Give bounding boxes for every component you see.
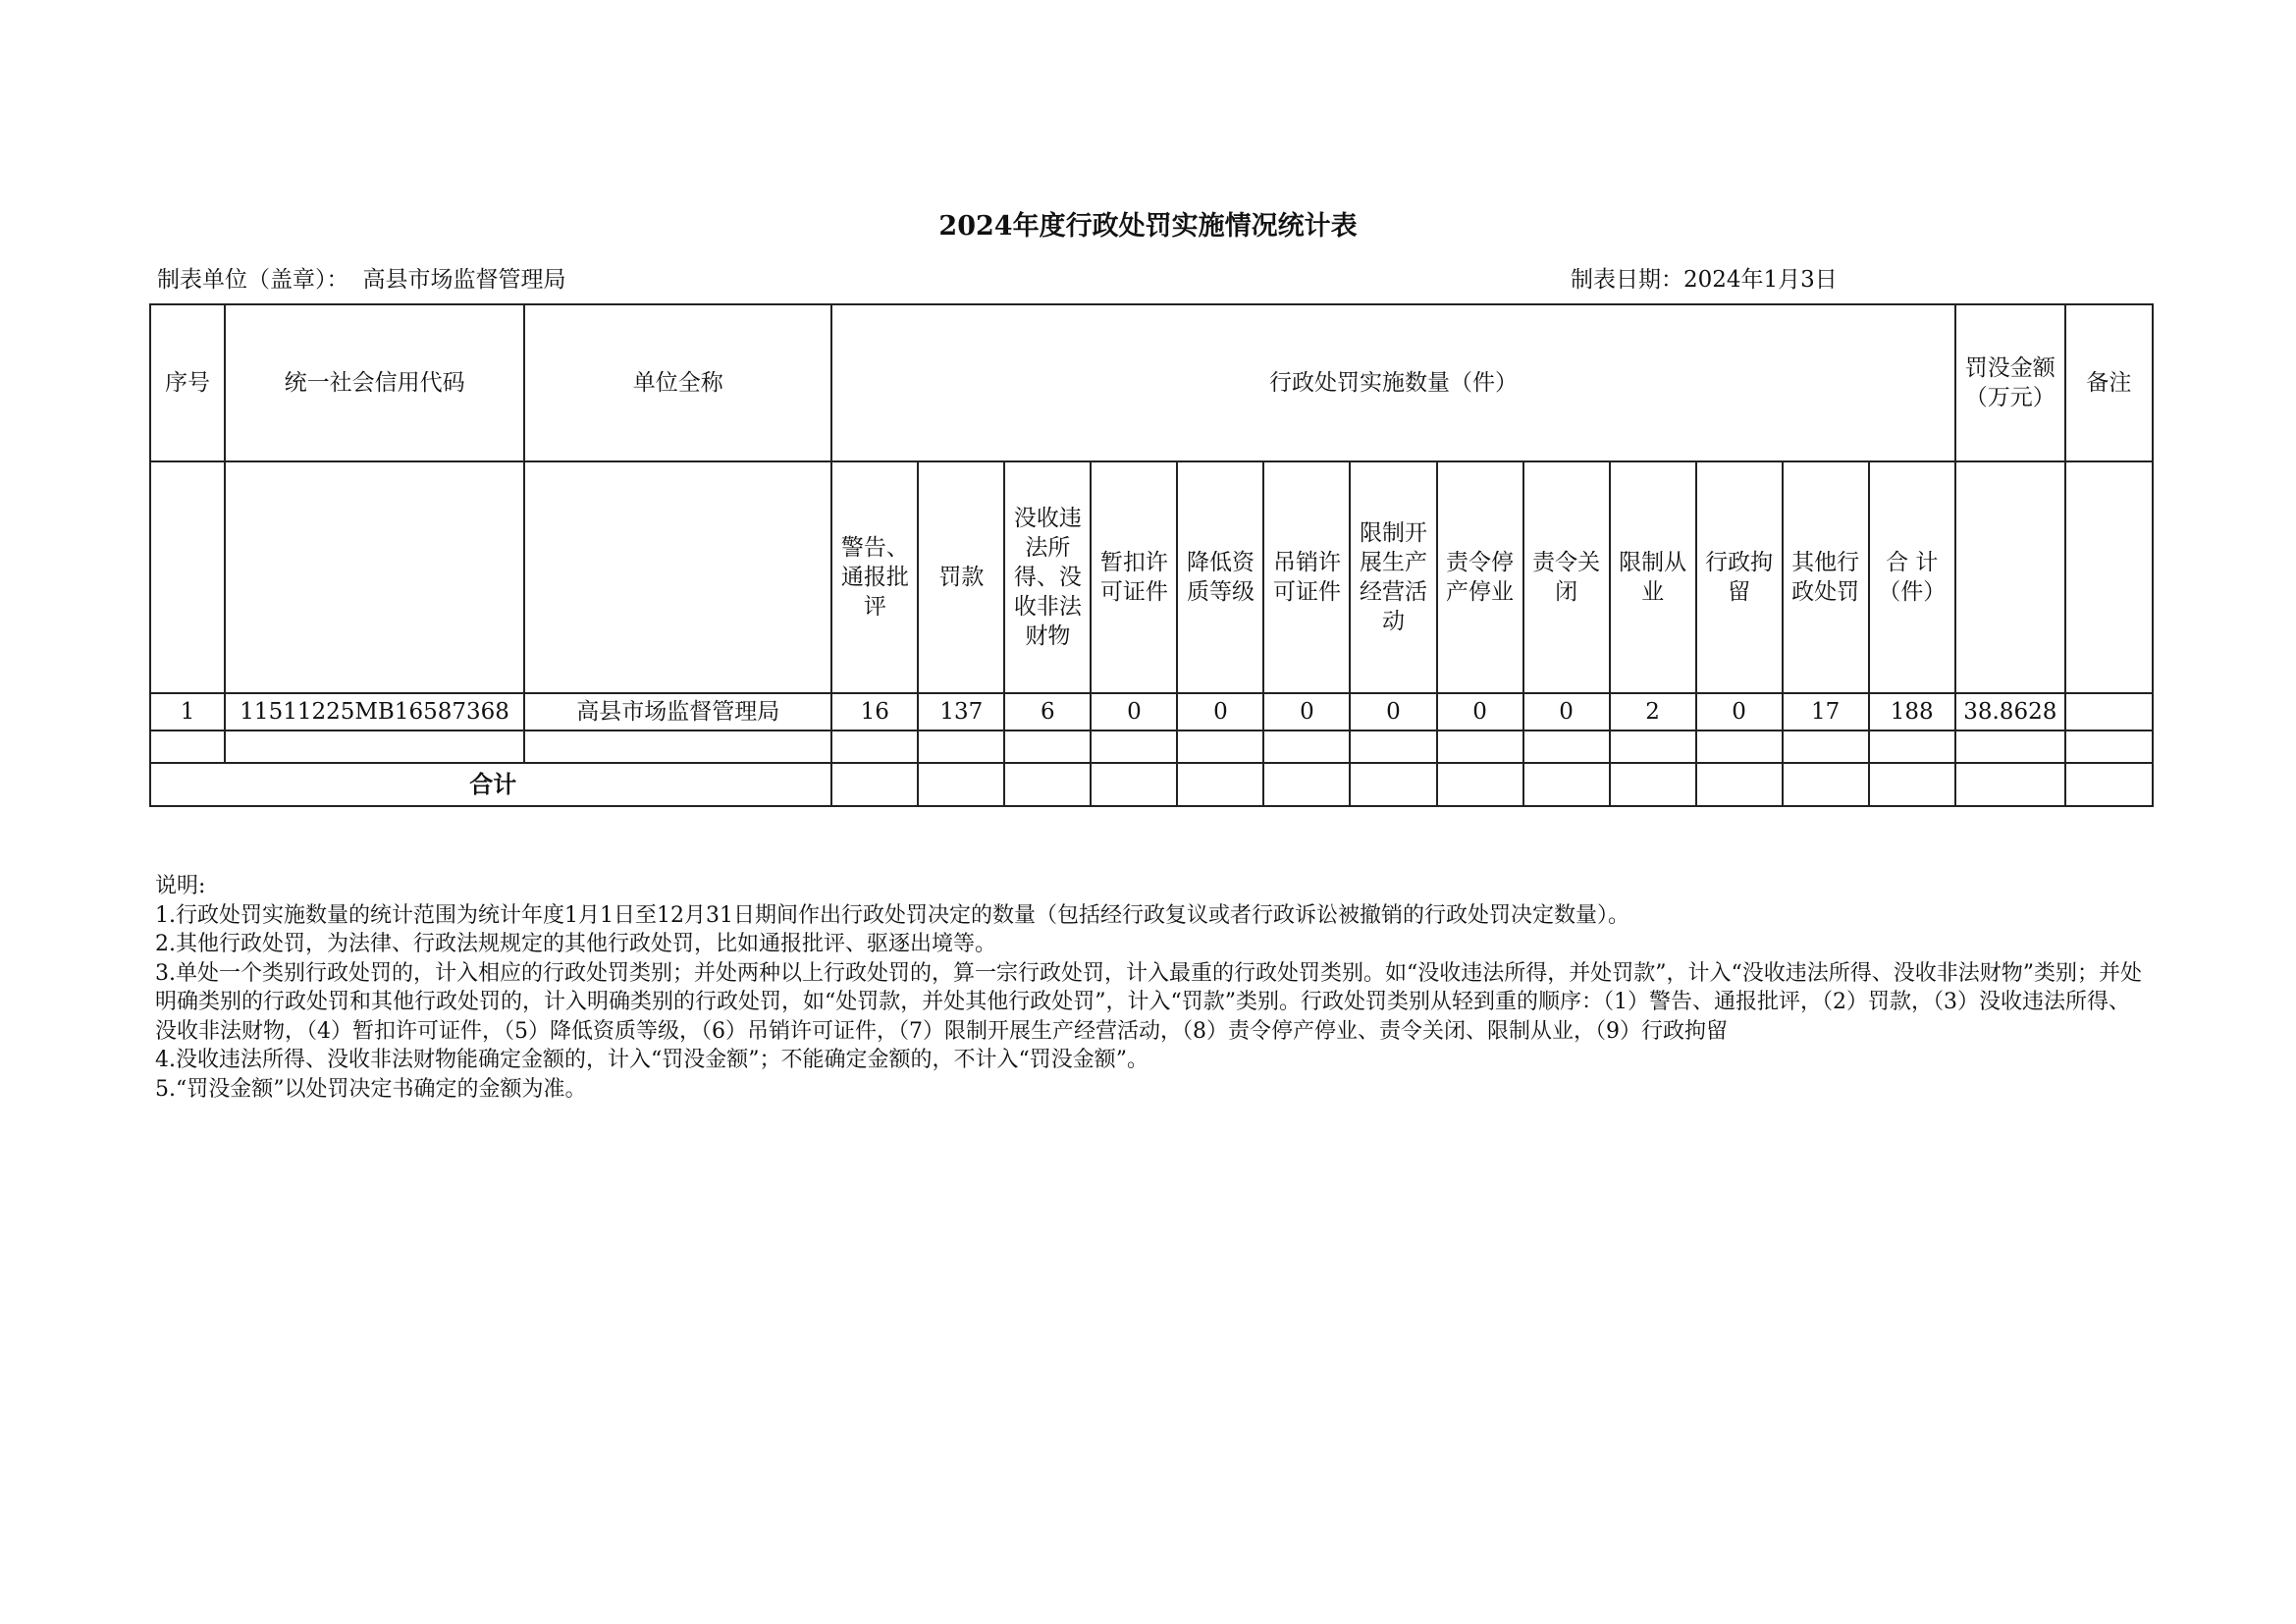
header-sub-blank: [2065, 461, 2153, 693]
cell-count: 0: [1091, 693, 1177, 731]
cell-count: 17: [1783, 693, 1869, 731]
cell-count: 2: [1610, 693, 1696, 731]
empty-cell: [1869, 731, 1955, 763]
header-row-main: [150, 304, 2153, 461]
empty-cell: [831, 731, 918, 763]
empty-cell: [2065, 731, 2153, 763]
header-ordered-closure: 责令关闭: [1523, 461, 1610, 693]
prepared-date-value: 2024年1月3日: [1683, 267, 1838, 293]
header-license-suspension: 暂扣许可证件: [1091, 461, 1177, 693]
header-remark: 备注: [2065, 304, 2153, 461]
cell-count: 137: [918, 693, 1004, 731]
header-sub-blank: [150, 461, 225, 693]
note-item: 4.没收违法所得、没收非法财物能确定金额的，计入“罚没金额”；不能确定金额的，不计入“罚没金额”。: [155, 1048, 1148, 1072]
empty-cell: [225, 731, 524, 763]
table-row-empty: [150, 731, 2153, 763]
empty-cell: [1091, 731, 1177, 763]
prepared-date-label: 制表日期：: [1571, 267, 1683, 293]
empty-cell: [1955, 731, 2065, 763]
header-warning: 警告、通报批评: [831, 461, 918, 693]
header-fine: 罚款: [918, 461, 1004, 693]
empty-cell: [1437, 731, 1523, 763]
total-cell: [1350, 763, 1436, 806]
header-sub-blank: [524, 461, 831, 693]
note-item: 5.“罚没金额”以处罚决定书确定的金额为准。: [155, 1076, 587, 1102]
header-sub-blank: [225, 461, 524, 693]
header-amount: 罚没金额（万元）: [1955, 304, 2065, 461]
total-cell: [1696, 763, 1783, 806]
notes-heading: 说明:: [155, 874, 206, 898]
header-license-revocation: 吊销许可证件: [1263, 461, 1350, 693]
header-business-restriction: 限制开展生产经营活动: [1350, 461, 1436, 693]
header-row-sub: [150, 461, 2153, 693]
cell-count: 0: [1350, 693, 1436, 731]
penalty-statistics-table: [149, 303, 2154, 807]
empty-cell: [1696, 731, 1783, 763]
cell-count: 0: [1263, 693, 1350, 731]
total-cell: [831, 763, 918, 806]
header-confiscation: 没收违法所得、没收非法财物: [1004, 461, 1091, 693]
empty-cell: [1783, 731, 1869, 763]
empty-cell: [1610, 731, 1696, 763]
empty-cell: [1523, 731, 1610, 763]
empty-cell: [1004, 731, 1091, 763]
total-cell: [1004, 763, 1091, 806]
total-row: [150, 763, 2153, 806]
note-item: 3.单处一个类别行政处罚的，计入相应的行政处罚类别；并处两种以上行政处罚的，算一宗行政处罚，计入最重的行政处罚类别。如“没收违法所得，并处罚款”，计入“没收违法所得、没收非法财物”类别；并处明确类别的行政处罚和其他行政处罚的，计入明确类别的行政处罚，如“处罚款，并处其他行政处罚”，计入“罚款”类别。行政处罚类别从轻到重的顺序：（1）警告、通报批评，（2）罚款，（3）没收违法所得、没收非法财物，（4）暂扣许可证件，（5）降低资质等级，（6）吊销许可证件，（7）限制开展生产经营活动，（8）责令停产停业、责令关闭、限制从业，（9）行政拘留: [155, 960, 2142, 1044]
empty-cell: [1177, 731, 1263, 763]
header-count-group: 行政处罚实施数量（件）: [831, 304, 1954, 461]
cell-count: 0: [1177, 693, 1263, 731]
total-cell: [1177, 763, 1263, 806]
header-credit-code: 统一社会信用代码: [225, 304, 524, 461]
cell-count: 0: [1696, 693, 1783, 731]
cell-count: 6: [1004, 693, 1091, 731]
cell-count-total: 188: [1869, 693, 1955, 731]
header-seq: 序号: [150, 304, 225, 461]
header-practice-restriction: 限制从业: [1610, 461, 1696, 693]
prepared-by-unit: 高县市场监督管理局: [362, 267, 566, 293]
cell-unit-name: 高县市场监督管理局: [524, 693, 831, 731]
empty-cell: [524, 731, 831, 763]
header-qualification-downgrade: 降低资质等级: [1177, 461, 1263, 693]
notes-section: [155, 872, 2148, 1104]
header-unit-name: 单位全称: [524, 304, 831, 461]
header-sub-blank: [1955, 461, 2065, 693]
total-cell: [2065, 763, 2153, 806]
total-cell: [1437, 763, 1523, 806]
empty-cell: [1263, 731, 1350, 763]
empty-cell: [150, 731, 225, 763]
empty-cell: [1350, 731, 1436, 763]
total-cell: [918, 763, 1004, 806]
cell-count: 0: [1437, 693, 1523, 731]
total-cell: [1263, 763, 1350, 806]
cell-credit-code: 11511225MB16587368: [225, 693, 524, 731]
cell-remark: [2065, 693, 2153, 731]
prepared-date: [1571, 261, 1838, 294]
cell-seq: 1: [150, 693, 225, 731]
cell-amount: 38.8628: [1955, 693, 2065, 731]
total-cell: [1955, 763, 2065, 806]
total-cell: [1869, 763, 1955, 806]
prepared-by-label: 制表单位（盖章）：: [157, 267, 349, 293]
header-suspend-production: 责令停产停业: [1437, 461, 1523, 693]
note-item: 1.行政处罚实施数量的统计范围为统计年度1月1日至12月31日期间作出行政处罚决定的数量（包括经行政复议或者行政诉讼被撤销的行政处罚决定数量）。: [155, 902, 1629, 928]
total-cell: [1783, 763, 1869, 806]
empty-cell: [918, 731, 1004, 763]
table-row: [150, 693, 2153, 731]
header-detention: 行政拘留: [1696, 461, 1783, 693]
header-subtotal: 合 计（件）: [1869, 461, 1955, 693]
total-cell: [1610, 763, 1696, 806]
total-cell: [1091, 763, 1177, 806]
note-item: 2.其他行政处罚，为法律、行政法规规定的其他行政处罚，比如通报批评、驱逐出境等。: [155, 932, 996, 956]
total-label: 合计: [150, 763, 831, 806]
cell-count: 16: [831, 693, 918, 731]
header-other-penalty: 其他行政处罚: [1783, 461, 1869, 693]
prepared-by: [157, 261, 566, 294]
report-title: 2024年度行政处罚实施情况统计表: [938, 211, 1358, 242]
cell-count: 0: [1523, 693, 1610, 731]
total-cell: [1523, 763, 1610, 806]
